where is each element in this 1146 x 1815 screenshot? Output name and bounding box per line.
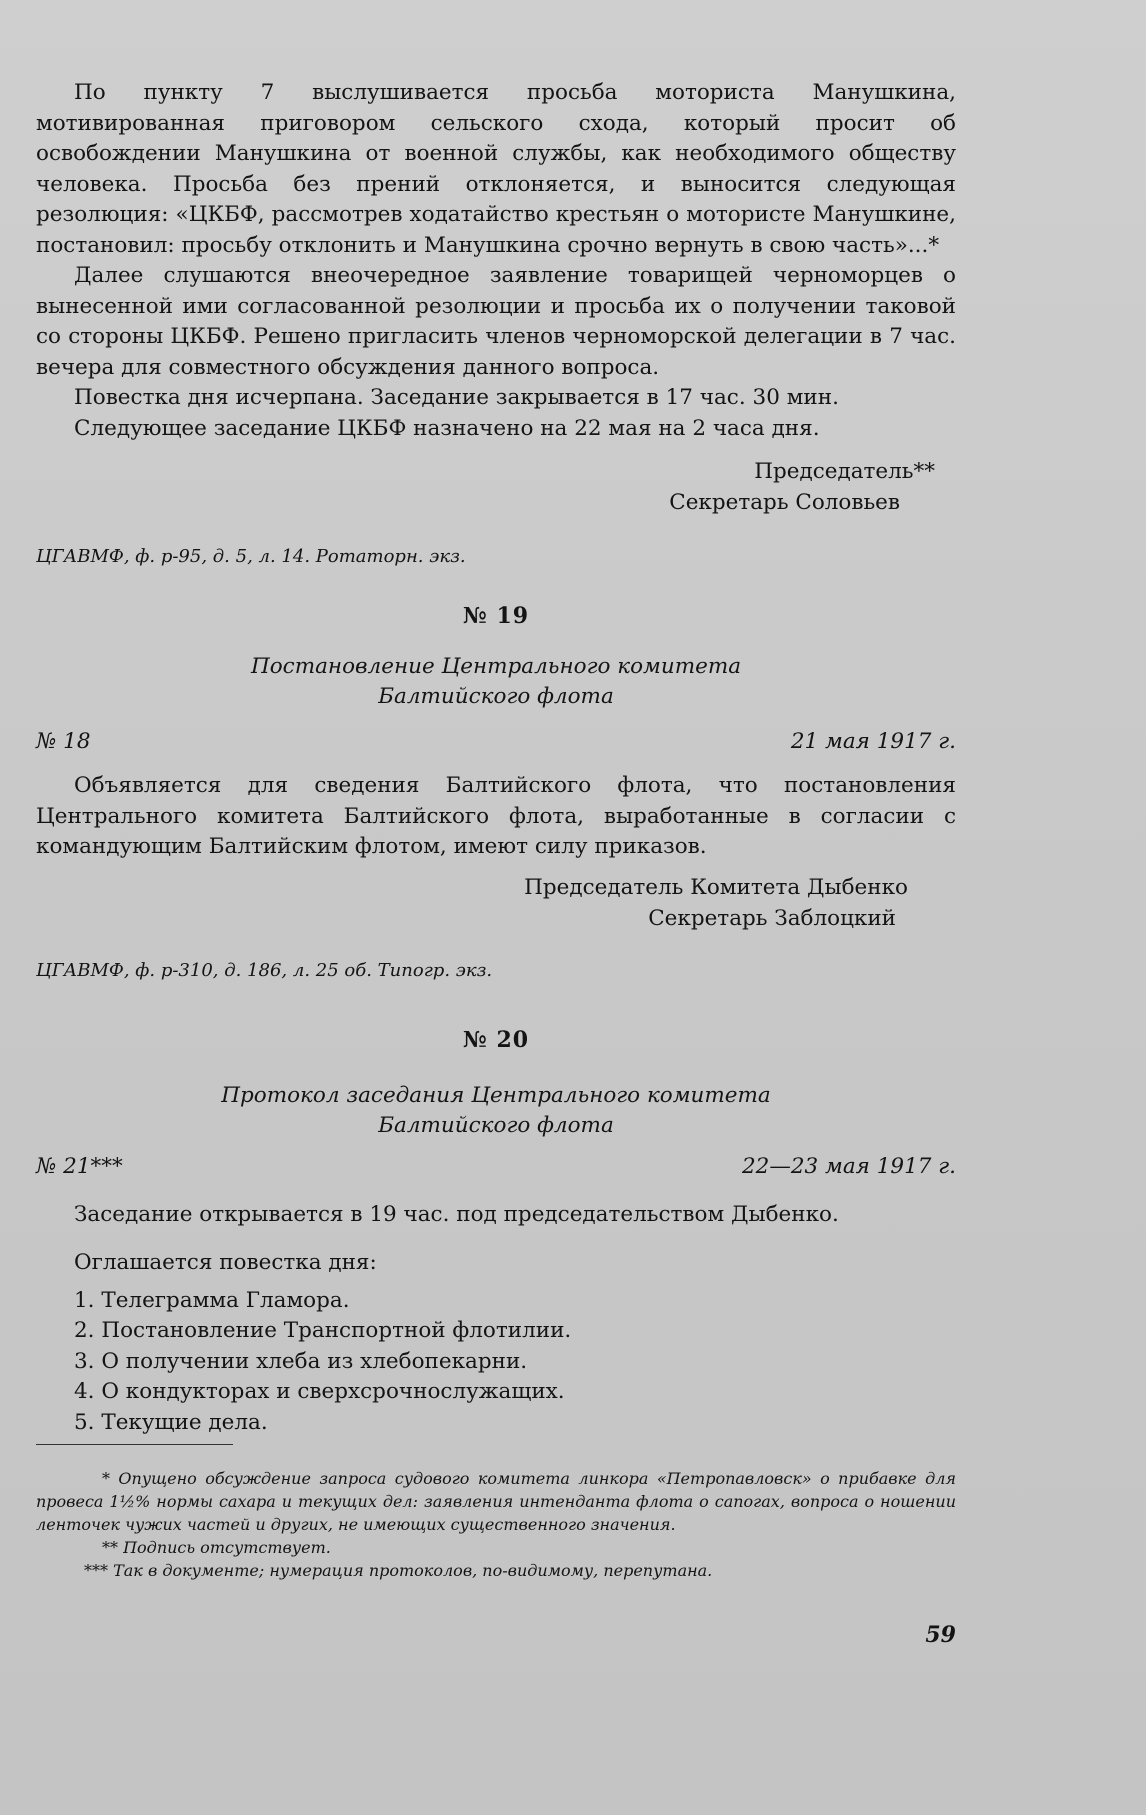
signatures-1: [36, 457, 956, 518]
committee-chairman-signature: Председатель Комитета Дыбенко: [524, 875, 908, 900]
paragraph-black-sea-statement: Далее слушаются внеочередное заявление товарищей черноморцев о вынесенной ими согласованной резолюции и просьба их о получении таковой со стороны ЦКБФ. Решено пригласить членов черноморской делегации в 7 час. вечера для совместного обсуждения данного вопроса.: [36, 263, 956, 380]
doc-20-agenda: [36, 1248, 956, 1438]
signatures-2: [36, 873, 956, 934]
doc-19-title-line-1: Постановление Центрального комитета: [250, 654, 742, 679]
agenda-item: 5. Текущие дела.: [74, 1409, 268, 1435]
committee-secretary-signature: Секретарь Заблоцкий: [648, 905, 896, 931]
footnote-3: *** Так в документе; нумерация протоколов, по-видимому, перепутана.: [84, 1561, 713, 1580]
footnote-divider: [36, 1444, 233, 1445]
doc-19-body: [36, 771, 956, 863]
doc-20-opening-text: Заседание открывается в 19 час. под председательством Дыбенко.: [74, 1202, 839, 1227]
doc-20-title-line-2: Балтийского флота: [378, 1113, 614, 1138]
doc-19-number: № 19: [462, 603, 530, 629]
paragraph-next-meeting: Следующее заседание ЦКБФ назначено на 22 мая на 2 часа дня.: [74, 415, 820, 441]
footnote-2: ** Подпись отсутствует.: [102, 1538, 331, 1557]
paragraph-point-7: По пункту 7 выслушивается просьба моториста Манушкина, мотивированная приговором сельского схода, который просит об освобождении Манушкина от военной службы, как необходимого обществу человека. Просьба без прений отклоняется, и выносится следующая резолюция: «ЦКБФ, рассмотрев ходатайство крестьян о мотористе Манушкине, постановил: просьбу отклонить и Манушкина срочно вернуть в свою часть»...*: [36, 80, 956, 258]
agenda-item: 2. Постановление Транспортной флотилии.: [74, 1318, 572, 1343]
page-number: 59: [925, 1622, 956, 1648]
agenda-heading: Оглашается повестка дня:: [74, 1250, 377, 1275]
doc-20-order-number: № 21***: [36, 1154, 123, 1179]
footnote-1: * Опущено обсуждение запроса судового комитета линкора «Петропавловск» о прибавке для провеса 1½% нормы сахара и текущих дел: заявления интенданта флота о сапогах, вопроса о ношении ленточек чужих частей и других, не имеющих существенного значения.: [36, 1469, 956, 1534]
chairman-signature: Председатель**: [754, 459, 935, 484]
doc-19-meta: [36, 727, 956, 757]
doc-19-order-number: № 18: [36, 729, 91, 754]
previous-protocol-continuation: [36, 78, 956, 444]
doc-20-header: [36, 1025, 956, 1055]
secretary-signature: Секретарь Соловьев: [669, 489, 900, 515]
archive-reference-2: [36, 958, 956, 984]
footnotes: [36, 1467, 956, 1582]
doc-20-title-line-1: Протокол заседания Центрального комитета: [221, 1083, 771, 1108]
doc-20-date: 22—23 мая 1917 г.: [741, 1154, 956, 1179]
doc-20-meta: [36, 1152, 956, 1182]
agenda-item: 1. Телеграмма Гламора.: [74, 1287, 350, 1313]
doc-20-title: [36, 1081, 956, 1141]
agenda-item: 3. О получении хлеба из хлебопекарни.: [74, 1348, 528, 1374]
doc-19-header: [36, 601, 956, 631]
archive-reference-text: ЦГАВМФ, ф. р-95, д. 5, л. 14. Ротаторн. экз.: [36, 546, 466, 567]
agenda-item: 4. О кондукторах и сверхсрочнослужащих.: [74, 1379, 565, 1404]
archive-reference-text: ЦГАВМФ, ф. р-310, д. 186, л. 25 об. Типогр. экз.: [36, 960, 493, 981]
doc-19-title: [36, 652, 956, 712]
doc-19-title-line-2: Балтийского флота: [378, 684, 614, 709]
doc-19-date: 21 мая 1917 г.: [790, 729, 956, 754]
doc-20-number: № 20: [462, 1027, 530, 1053]
doc-19-body-text: Объявляется для сведения Балтийского флота, что постановления Центрального комитета Балтийского флота, выработанные в согласии с командующим Балтийским флотом, имеют силу приказов.: [36, 773, 956, 859]
doc-20-opening: [36, 1200, 956, 1231]
archive-reference-1: [36, 544, 956, 570]
paragraph-agenda-exhausted: Повестка дня исчерпана. Заседание закрывается в 17 час. 30 мин.: [74, 385, 839, 410]
